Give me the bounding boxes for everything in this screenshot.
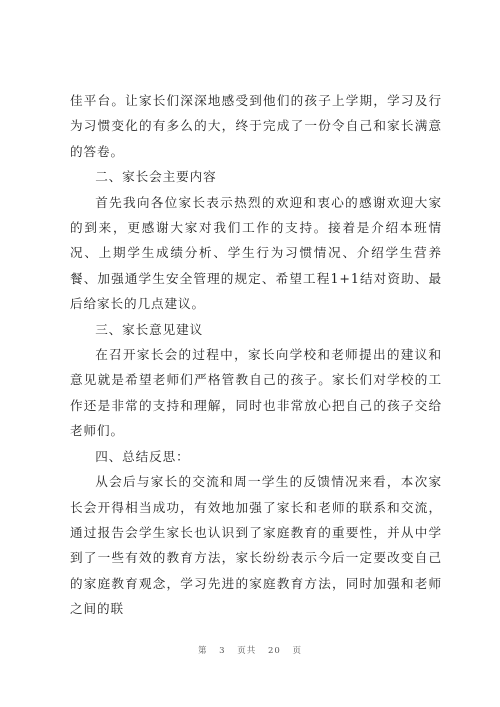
paragraph-meeting-content: 首先我向各位家长表示热烈的欢迎和衷心的感谢欢迎大家的到来，更感谢大家对我们工作的支持。接着是介绍本班情况、上期学生成绩分析、学生行为习惯情况、介绍学生营养餐、加强通学生安全管理的规定、希望工程1+1结对资助、最后给家长的几点建议。 <box>70 194 442 312</box>
footer-suffix: 页 <box>292 646 303 656</box>
footer-middle: 页共 <box>237 646 257 656</box>
footer-total-pages: 20 <box>268 646 281 656</box>
document-body <box>70 88 442 622</box>
section-heading-reflection: 四、总结反思： <box>95 448 190 464</box>
footer-prefix: 第 <box>197 646 208 656</box>
section-heading-parent-suggestions: 三、家长意见建议 <box>95 321 204 337</box>
page-footer <box>0 644 500 656</box>
footer-current-page: 3 <box>219 646 226 656</box>
section-heading-meeting-content: 二、家长会主要内容 <box>95 169 217 185</box>
paragraph-reflection: 从会后与家长的交流和周一学生的反馈情况来看，本次家长会开得相当成功，有效地加强了家长和老师的联系和交流，通过报告会学生家长也认识到了家庭教育的重要性，并从中学到了一些有效的教育方法，家长纷纷表示今后一定要改变自己的家庭教育观念，学习先进的家庭教育方法，同时加强和老师之间的联 <box>70 474 442 617</box>
paragraph-continuation: 佳平台。让家长们深深地感受到他们的孩子上学期，学习及行为习惯变化的有多么的大，终于完成了一份令自己和家长满意的答卷。 <box>70 93 442 159</box>
paragraph-parent-suggestions: 在召开家长会的过程中，家长向学校和老师提出的建议和意见就是希望老师们严格管教自己的孩子。家长们对学校的工作还是非常的支持和理解，同时也非常放心把自己的孩子交给老师们。 <box>70 347 442 439</box>
